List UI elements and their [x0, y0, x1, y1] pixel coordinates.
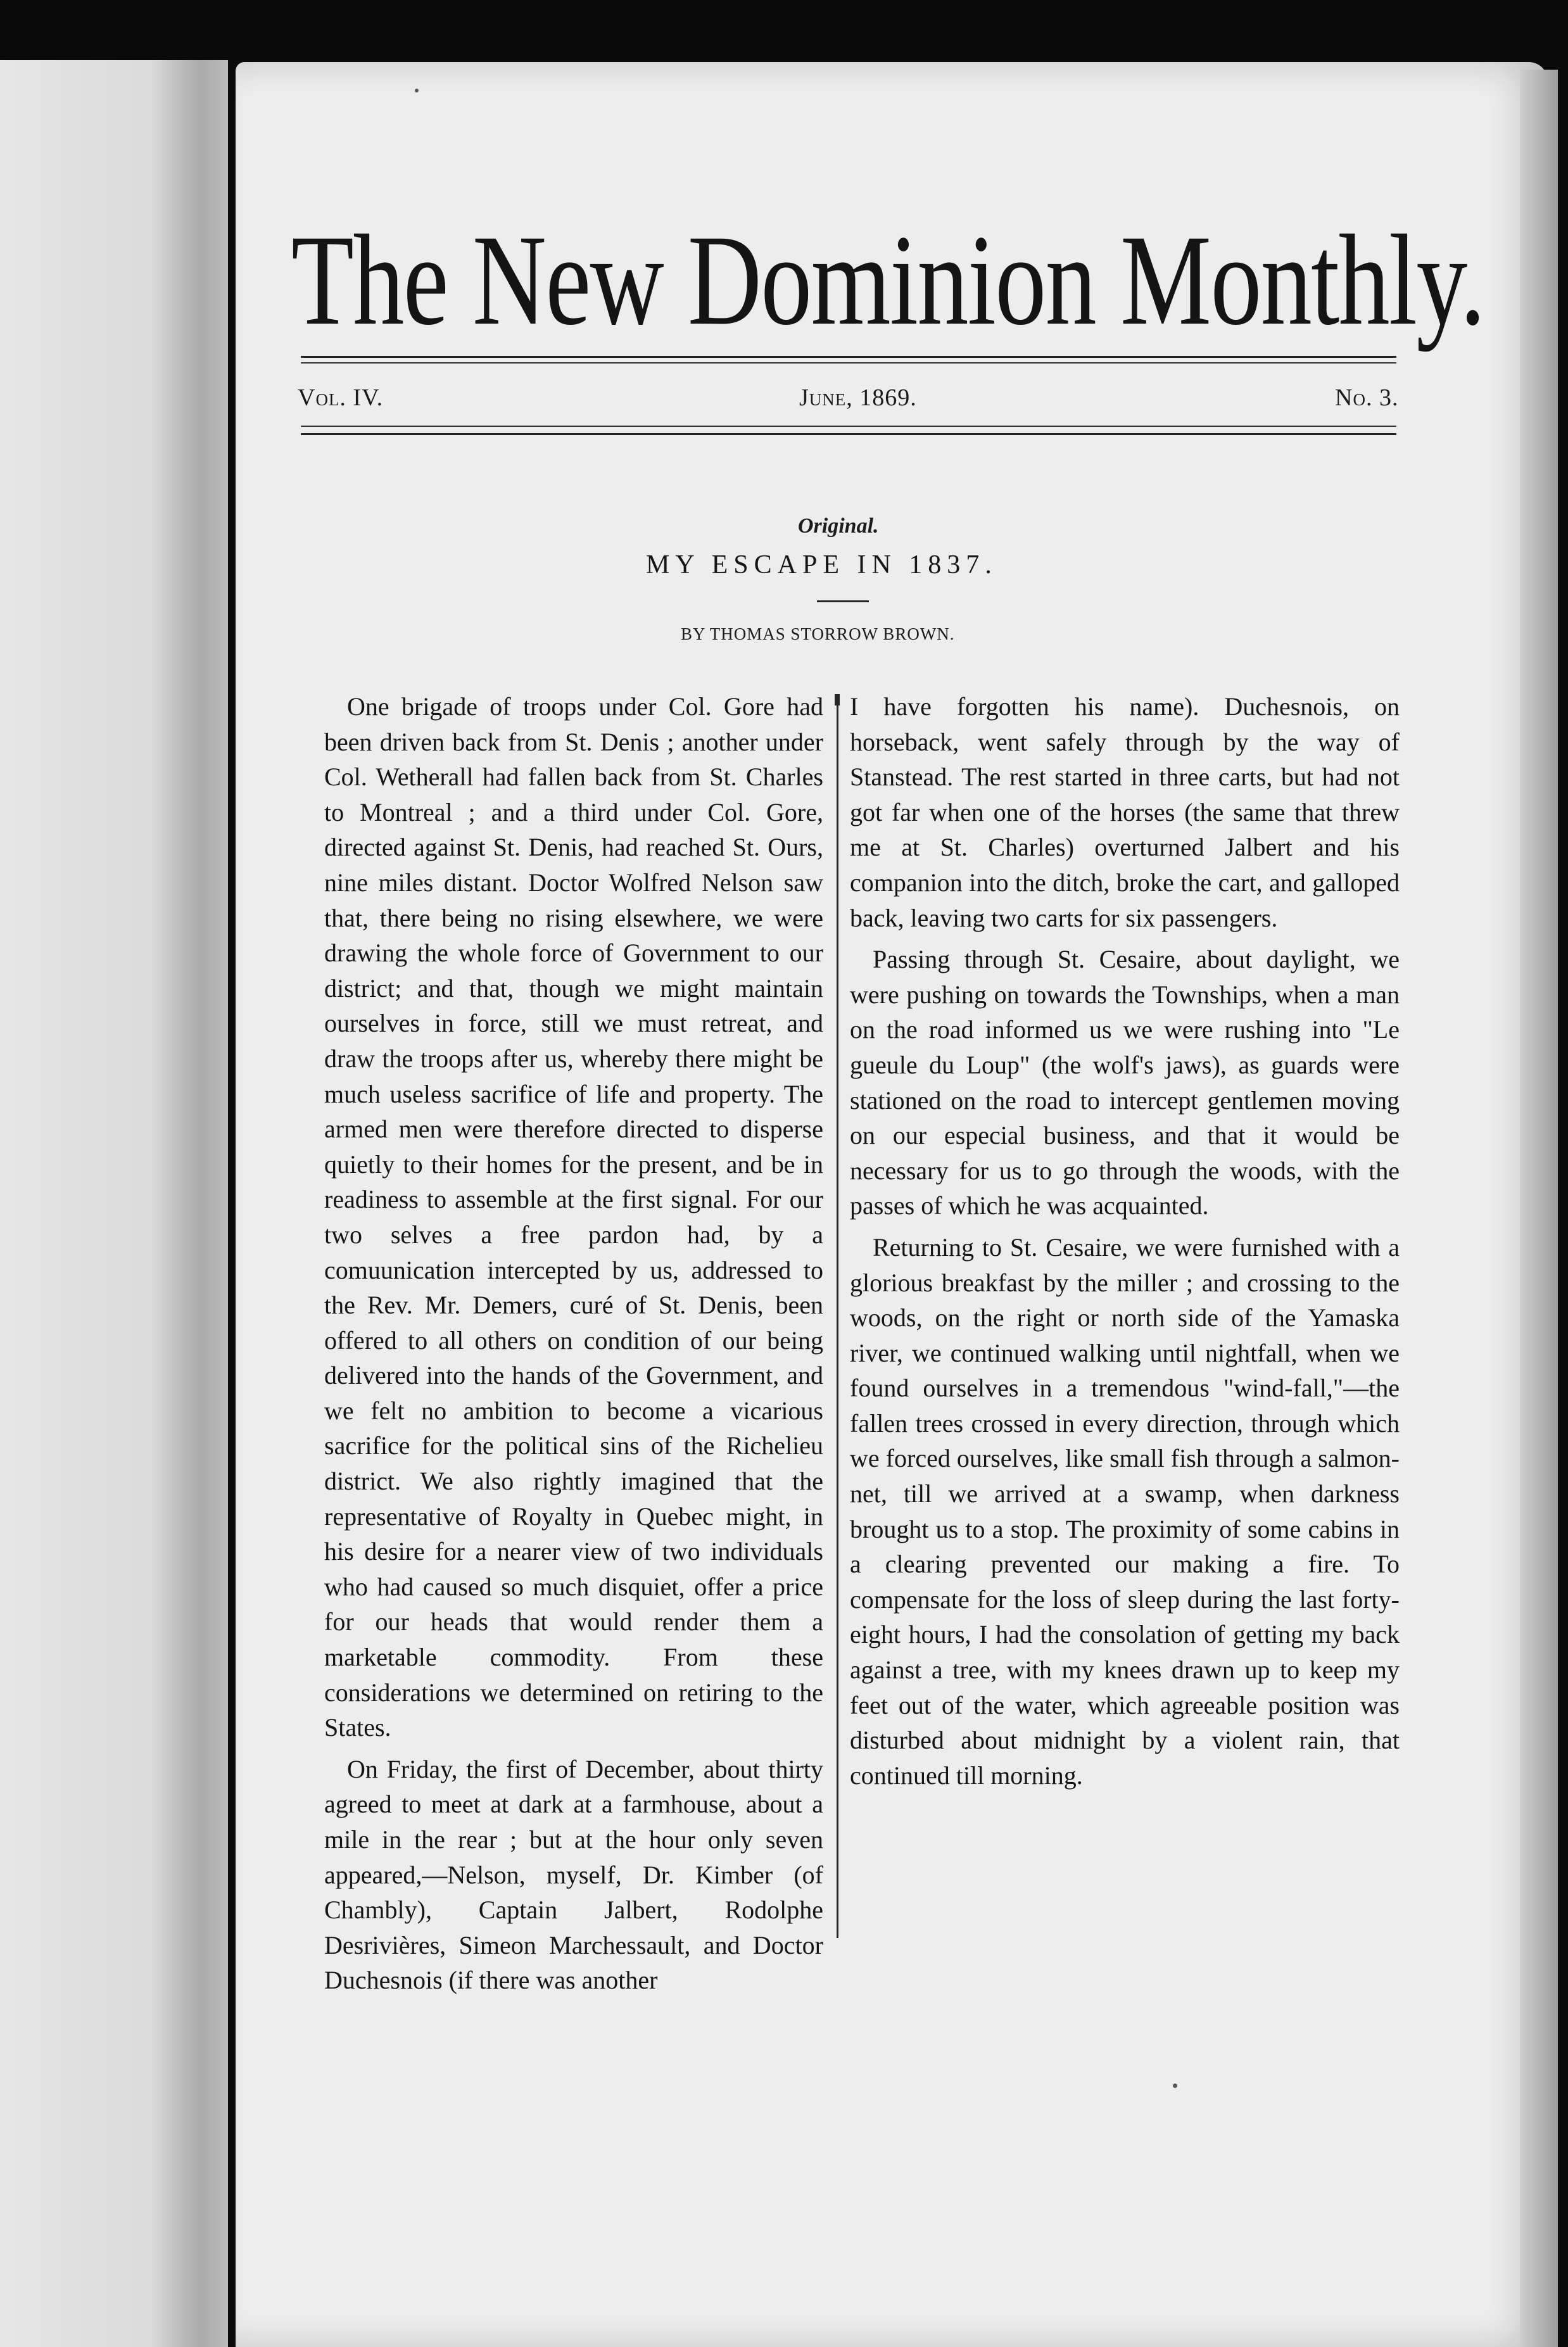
article-paragraph: Passing through St. Cesaire, about daylight, we were pushing on towards the Townships, when a man on the road informed us we were rushing into "Le gueule du Loup" (the wolf's jaws), as guards were stationed on the road to intercept gentlemen moving on our especial business, and that it would be necessary for us to go through the woods, with the passes of which he was acquainted. [850, 945, 1400, 1220]
title-divider [817, 600, 869, 602]
masthead-title: The New Dominion Monthly. [291, 208, 1485, 352]
article-paragraph: Returning to St. Cesaire, we were furnished with a glorious breakfast by the miller ; and crossing to the woods, on the right or north side of the Yamaska river, we continued walking until nightfall, when we found ourselves in a tremendous "wind-fall,"—the fallen trees crossed in every direction, through which we forced ourselves, like small fish through a salmon-net, till we arrived at a swamp, when darkness brought us to a stop. The proximity of some cabins in a clearing prevented our making a fire. To compensate for the loss of sleep during the last forty-eight hours, I had the consolation of getting my back against a tree, with my knees drawn up to keep my feet out of the water, which agreeable position was disturbed about midnight by a violent rain, that continued till morning. [850, 1232, 1400, 1790]
article-paragraph: I have forgotten his name). Duchesnois, on horseback, went safely through by the way of Stanstead. The rest started in three carts, but had not got far when one of the horses (the same that threw me at St. Charles) overturned Jalbert and his companion into the ditch, broke the cart, and galloped back, leaving two carts for six passengers. [850, 692, 1400, 932]
issue-rule-lower [301, 433, 1396, 435]
gutter-shadow [152, 60, 247, 2347]
scan-speck [415, 89, 419, 92]
column-divider [837, 697, 838, 1938]
article-right-column [850, 689, 1400, 1799]
masthead-rule-upper-thin [301, 362, 1396, 364]
scan-speck [1173, 2084, 1177, 2088]
article-kicker: Original. [798, 514, 879, 538]
issue-date: June, 1869. [799, 384, 917, 411]
article-paragraph: On Friday, the first of December, about thirty agreed to meet at dark at a farmhouse, about a mile in the rear ; but at the hour only seven appeared,—Nelson, myself, Dr. Kimber (of Chambly), Captain Jalbert, Rodolphe Desrivières, Simeon Marchessault, and Doctor Duchesnois (if there was another [324, 1754, 823, 1995]
article-left-column [324, 689, 823, 2004]
masthead-rule-upper [301, 356, 1396, 358]
issue-rule-thin [301, 426, 1396, 427]
volume-label: Vol. IV. [298, 384, 384, 411]
article-byline: BY THOMAS STORROW BROWN. [681, 624, 955, 643]
article-paragraph: One brigade of troops under Col. Gore had been driven back from St. Denis ; another under Col. Wetherall had fallen back from St. Charles to Montreal ; and a third under Col. Gore, directed against St. Denis, had reached St. Ours, nine miles distant. Doctor Wolfred Nelson saw that, there being no rising elsewhere, we were drawing the whole force of Government to our district; and that, though we might maintain ourselves in force, still we must retreat, and draw the troops after us, whereby there might be much useless sacrifice of life and property. The armed men were therefore directed to disperse quietly to their homes for the present, and be in readiness to assemble at the first signal. For our two selves a free pardon had, by a comuunication intercepted by us, addressed to the Rev. Mr. Demers, curé of St. Denis, been offered to all others on condition of our being delivered into the hands of the Government, and we felt no ambition to become a vicarious sacrifice for the political sins of the Richelieu district. We also rightly imagined that the representative of Royalty in Quebec might, in his desire for a nearer view of two individuals who had caused so much disquiet, offer a price for our heads that would render them a marketable commodity. From these considerations we determined on retiring to the States. [324, 692, 823, 1742]
issue-number: No. 3. [1335, 384, 1399, 411]
right-page-edge [1520, 70, 1558, 2347]
article-title: MY ESCAPE IN 1837. [646, 550, 997, 579]
